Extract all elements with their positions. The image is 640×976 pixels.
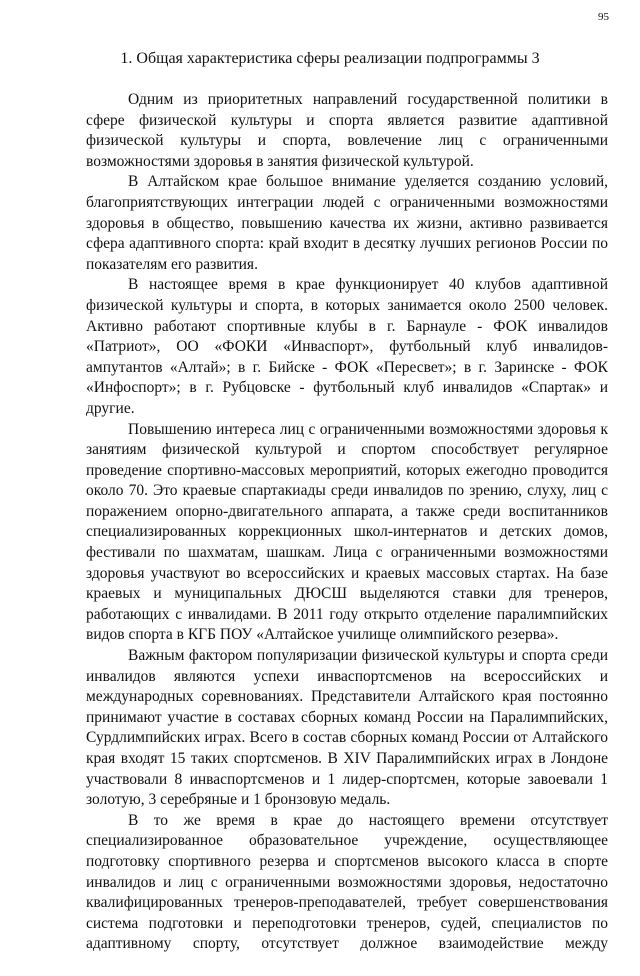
paragraph-1: Одним из приоритетных направлений государственной политики в сфере физической культуры и спорта является развитие адаптивной физической культуры и спорта, вовлечение лиц с ограниченными возможностями здоровья в занятия физической культурой. — [86, 91, 608, 170]
paragraph-6: В то же время в крае до настоящего времени отсутствует специализированное образовательное учреждение, осуществляющее подготовку спортивного резерва и спортсменов высокого класса в спорте инвалидов и лиц с ограниченными возможностями здоровья, недостаточно квалифицированных тренеров-преподавателей, требует совершенствования система подготовки и переподготовки тренеров, судей, специалистов по адаптивному спорту, отсутствует должное взаимодействие между — [86, 811, 608, 953]
paragraph-2: В Алтайском крае большое внимание уделяется созданию условий, благоприятствующих интеграции людей с ограниченными возможностями здоровья в общество, повышению качества их жизни, активно развивается сфера адаптивного спорта: край входит в десятку лучших регионов России по показателям его развития. — [86, 173, 608, 273]
paragraph-4: Повышению интереса лиц с ограниченными возможностями здоровья к занятиям физической культурой и спортом способствует регулярное проведение спортивно-массовых мероприятий, которых ежегодно проводится около 70. Это краевые спартакиады среди инвалидов по зрению, слуху, лиц с поражением опорно-двигательного аппарата, а также среди воспитанников специализированных коррекционных школ-интернатов и детских домов, фестивали по шахматам, шашкам. Лица с ограниченными возможностями здоровья участвуют во всероссийских и краевых массовых стартах. На базе краевых и муниципальных ДЮСШ выделяются ставки для тренеров, работающих с инвалидами. В 2011 году открыто отделение паралимпийских видов спорта в КГБ ПОУ «Алтайское училище олимпийского резерва». — [86, 420, 608, 644]
paragraph-3: В настоящее время в крае функционирует 40 клубов адаптивной физической культуры и спорта, в которых занимается около 2500 человек. Активно работают спортивные клубы в г. Барнауле - ФОК инвалидов «Патриот», ОО «ФОКИ «Инваспорт», футбольный клуб инвалидов-ампутантов «Алтай»; в г. Бийске - ФОК «Пересвет»; в г. Заринске - ФОК «Инфоспорт»; в г. Рубцовске - футбольный клуб инвалидов «Спартак» и другие. — [86, 276, 608, 417]
body-text — [86, 90, 608, 953]
page-number: 95 — [598, 11, 609, 23]
section-title: 1. Общая характеристика сферы реализации подпрограммы 3 — [120, 50, 540, 67]
paragraph-5: Важным фактором популяризации физической культуры и спорта среди инвалидов являются успехи инваспортсменов на всероссийских и международных соревнованиях. Представители Алтайского края постоянно принимают участие в составах сборных команд России на Паралимпийских, Сурдлимпийских играх. Всего в состав сборных команд России от Алтайского края входят 15 таких спортсменов. В XIV Паралимпийских играх в Лондоне участвовали 8 инваспортсменов и 1 лидер-спортсмен, которые завоевали 1 золотую, 3 серебряные и 1 бронзовую медаль. — [86, 647, 608, 809]
